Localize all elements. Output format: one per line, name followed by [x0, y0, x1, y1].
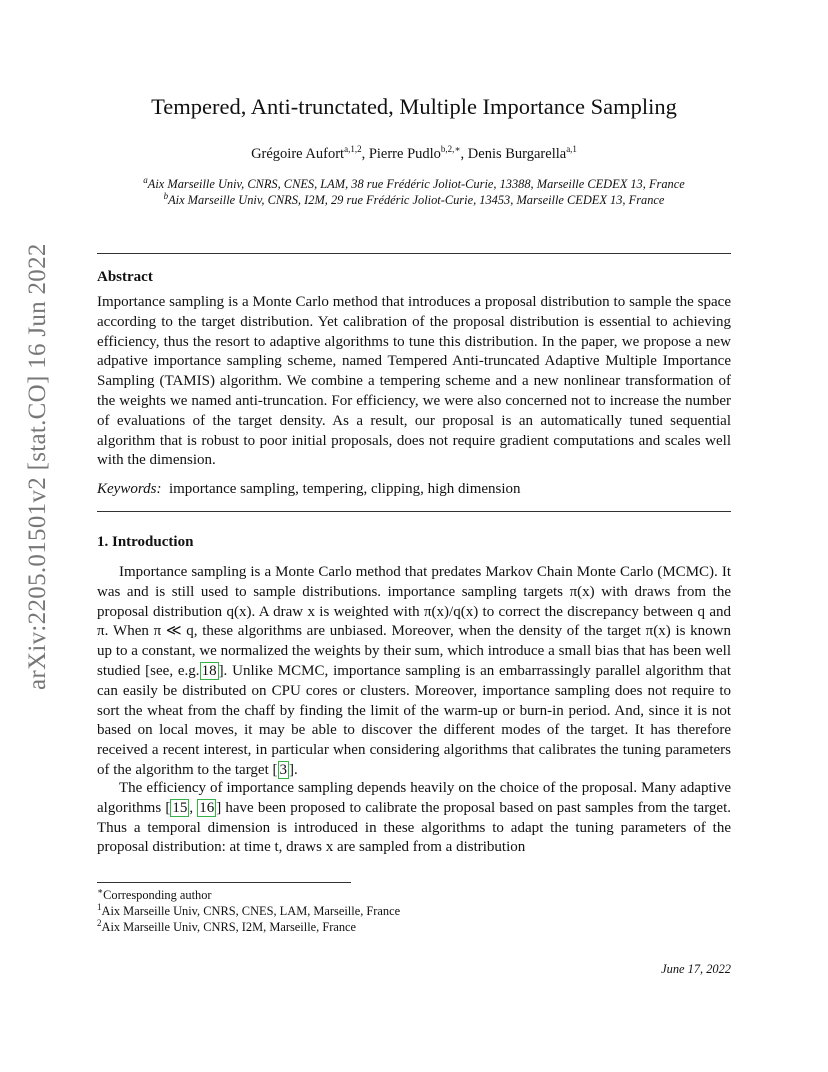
author-affil-mark: a,1,2	[344, 144, 362, 155]
keywords	[97, 480, 521, 499]
top-rule	[97, 253, 731, 254]
footnote-2: $^2$Aix Marseille Univ, CNRS, I2M, Marseille, France	[97, 917, 357, 934]
affiliation-a: $^a$Aix Marseille Univ, CNRS, CNES, LAM, 38 rue Frédéric Joliot-Curie, 13388, Marseille CEDEX 13, France	[143, 174, 685, 191]
author-name: Grégoire Aufort	[251, 146, 345, 162]
citation-link[interactable]: 16	[199, 799, 215, 816]
citation-link[interactable]: 18	[201, 662, 217, 679]
footnote-rule	[97, 882, 351, 883]
bottom-rule	[97, 511, 731, 512]
citation-link[interactable]: 3	[279, 761, 288, 778]
footnote-1: $^1$Aix Marseille Univ, CNRS, CNES, LAM, Marseille, France	[97, 901, 401, 918]
intro-paragraph-2: The efficiency of importance sampling depends heavily on the choice of the proposal. Many adaptive algorithms [ 15 , 16 ] have been proposed to calibrate the proposal based on past samples from the target. Thus a temporal dimension is introduced in these algorithms to adapt the tuning parameters of the proposal distribution: at time t, draws x are sampled from a distribution	[97, 780, 731, 856]
author-name: Pierre Pudlo	[368, 146, 441, 162]
footnote-corresponding: ∗Corresponding author	[97, 885, 212, 902]
paper-date: June 17, 2022	[661, 962, 731, 976]
affiliation-b: $^b$Aix Marseille Univ, CNRS, I2M, 29 rue Frédéric Joliot-Curie, 13453, Marseille CEDEX 13, France	[163, 190, 665, 207]
citation-link[interactable]: 15	[172, 799, 188, 816]
intro-heading: 1. Introduction	[97, 534, 194, 550]
author-list: Grégoire Aufort$^{a,1,2}$, Pierre Pudlo$^{b,2,∗}$, Denis Burgarella$^{a,1}$	[251, 144, 577, 162]
abstract-text: Importance sampling is a Monte Carlo method that introduces a proposal distribution to sample the space according to the target distribution. Yet calibration of the proposal distribution is essential to achieving efficiency, thus the resort to adaptive algorithms to tune this distribution. In the paper, we propose a new adpative importance sampling scheme, named Tempered Anti-truncated Adaptive Multiple Importance Sampling (TAMIS) algorithm. We combine a tempering scheme and a new nonlinear transformation of the weights we named anti-truncation. For efficiency, we were also concerned not to increase the number of evaluations of the target density. As a result, our proposal is an automatically tuned sequential algorithm that is robust to poor initial proposals, does not require gradient computations and scales well with the dimension.	[97, 294, 731, 469]
arxiv-side-label: arXiv:2205.01501v2 [stat.CO] 16 Jun 2022	[24, 243, 51, 690]
keywords-label: Keywords:	[97, 481, 162, 497]
keywords-text: importance sampling, tempering, clipping, high dimension	[168, 481, 521, 497]
abstract-heading: Abstract	[97, 269, 153, 285]
author-affil-mark: b,2,∗	[440, 144, 461, 155]
author-name: Denis Burgarella	[467, 146, 567, 162]
intro-paragraph-1: Importance sampling is a Monte Carlo method that predates Markov Chain Monte Carlo (MCMC). It was and is still used to sample distributions. importance sampling targets π(x) with draws from the proposal distribution q(x). A draw x is weighted with π(x)/q(x) to correct the discrepancy between q and π. When π ≪ q, these algorithms are unbiased. Moreover, when the density of the target π(x) is known up to a constant, we normalized the weights by their sum, which introduce a small bias that has been well studied [see, e.g. 18 ]. Unlike MCMC, importance sampling is an embarrassingly parallel algorithm that can easily be distributed on CPU cores or clusters. Moreover, importance sampling does not require to sort the wheat from the chaff by finding the limit of the warm-up or burn-in period. And, since it is not based on local moves, it may be able to discover the different modes of the target. It has therefore received a recent interest, in particular when considering algorithms that calibrates the tuning parameters of the algorithm to the target [ 3 ].	[97, 564, 731, 778]
paper-title: Tempered, Anti-trunctated, Multiple Importance Sampling	[151, 94, 677, 119]
author-affil-mark: a,1	[566, 144, 577, 155]
